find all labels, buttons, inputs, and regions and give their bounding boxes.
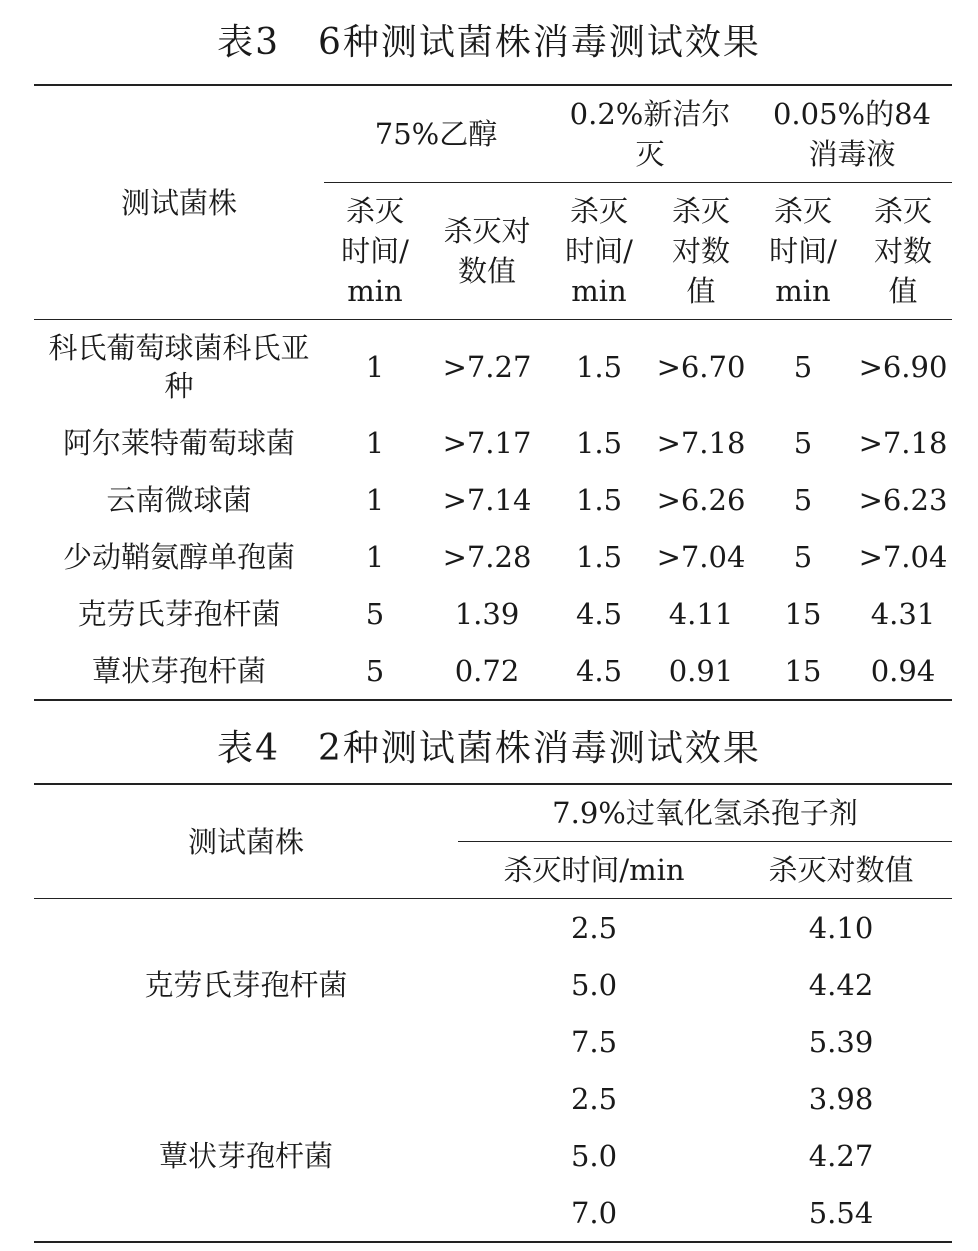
cell: >7.18 — [858, 425, 948, 460]
cell: 1.5 — [575, 539, 623, 574]
strain-name: 阿尔莱特葡萄球菌 — [62, 425, 295, 460]
strain-name: 克劳氏芽孢杆菌 — [77, 596, 281, 631]
cell: 1.39 — [454, 596, 520, 631]
cell: 1 — [365, 539, 385, 574]
cell: 2.5 — [570, 910, 618, 945]
cell: >7.04 — [858, 539, 948, 574]
subheader-kill-time: 杀灭时间/min — [752, 183, 854, 320]
cell: 1 — [365, 350, 385, 384]
cell: 2.5 — [570, 1081, 618, 1116]
cell: 15 — [784, 596, 822, 631]
cell: >7.28 — [442, 539, 532, 574]
group-label: 0.2%新洁尔灭 — [569, 97, 731, 171]
cell: >7.14 — [442, 482, 532, 517]
cell: 15 — [784, 653, 822, 688]
strain-name: 科氏葡萄球菌科氏亚种 — [48, 331, 310, 403]
cell: >7.17 — [442, 425, 532, 460]
table-row — [34, 528, 952, 585]
cell: 1 — [365, 425, 385, 460]
cell: 5 — [365, 596, 385, 631]
cell: 4.27 — [808, 1138, 874, 1173]
cell: >6.26 — [656, 482, 746, 517]
cell: >7.04 — [656, 539, 746, 574]
table-row — [34, 320, 952, 415]
group-header-benzalkonium — [548, 85, 752, 183]
group-header-84-disinfectant — [752, 85, 952, 183]
cell: 5 — [793, 350, 813, 384]
cell: 5.0 — [570, 967, 618, 1002]
header-row-groups — [34, 85, 952, 183]
cell: 4.10 — [808, 910, 874, 945]
cell: 0.94 — [870, 653, 936, 688]
cell: >7.18 — [656, 425, 746, 460]
cell: 1.5 — [575, 425, 623, 460]
disinfection-table-3 — [34, 84, 952, 701]
cell: 4.5 — [575, 653, 623, 688]
strain-name: 克劳氏芽孢杆菌 — [144, 967, 348, 1002]
strain-name: 少动鞘氨醇单孢菌 — [62, 539, 295, 574]
header-row-groups — [34, 784, 952, 842]
group-header-hydrogen-peroxide: 7.9%过氧化氢杀孢子剂 — [458, 784, 952, 842]
table-row — [34, 471, 952, 528]
table3-title: 表3 6种测试菌株消毒测试效果 — [217, 22, 761, 63]
cell: 5.39 — [808, 1024, 874, 1059]
subheader-log-reduction: 杀灭对数值 — [730, 842, 952, 899]
cell: 1.5 — [575, 482, 623, 517]
cell: >6.90 — [858, 350, 948, 384]
subheader-kill-time: 杀灭时间/min — [548, 183, 650, 320]
cell: 3.98 — [808, 1081, 874, 1116]
cell: 1.5 — [575, 350, 623, 384]
cell: 0.72 — [454, 653, 520, 688]
strain-column-header: 测试菌株 — [34, 85, 324, 320]
cell: >7.27 — [442, 350, 532, 384]
strain-name: 蕈状芽孢杆菌 — [158, 1138, 333, 1173]
subheader-kill-time: 杀灭时间/min — [324, 183, 426, 320]
cell: 7.5 — [570, 1024, 618, 1059]
cell: 5 — [793, 539, 813, 574]
cell: 5.54 — [808, 1195, 874, 1230]
cell: 5.0 — [570, 1138, 618, 1173]
group-header-ethanol — [324, 85, 548, 183]
cell: 5 — [793, 482, 813, 517]
table-row — [34, 414, 952, 471]
cell: 5 — [793, 425, 813, 460]
subheader-log-reduction: 杀灭对数值 — [650, 183, 752, 320]
subheader-kill-time: 杀灭时间/min — [458, 842, 730, 899]
table-row — [34, 1070, 952, 1127]
strain-column-header: 测试菌株 — [34, 784, 458, 899]
cell: 4.42 — [808, 967, 874, 1002]
subheader-log-reduction: 杀灭对数值 — [426, 183, 548, 320]
cell: 0.91 — [668, 653, 734, 688]
strain-name: 蕈状芽孢杆菌 — [91, 653, 266, 688]
cell: 5 — [365, 653, 385, 688]
cell: 4.31 — [870, 596, 936, 631]
cell: >6.23 — [858, 482, 948, 517]
table-row — [34, 585, 952, 642]
group-label: 0.05%的84消毒液 — [772, 97, 932, 171]
strain-name: 云南微球菌 — [106, 482, 252, 517]
cell: 4.5 — [575, 596, 623, 631]
table4-title: 表4 2种测试菌株消毒测试效果 — [217, 728, 761, 769]
group-label: 75%乙醇 — [374, 117, 498, 151]
table-row — [34, 642, 952, 700]
cell: 4.11 — [668, 596, 734, 631]
table-row — [34, 899, 952, 957]
disinfection-table-4 — [34, 783, 952, 1243]
cell: >6.70 — [656, 350, 746, 384]
cell: 7.0 — [570, 1195, 618, 1230]
cell: 1 — [365, 482, 385, 517]
subheader-log-reduction: 杀灭对数值 — [854, 183, 952, 320]
